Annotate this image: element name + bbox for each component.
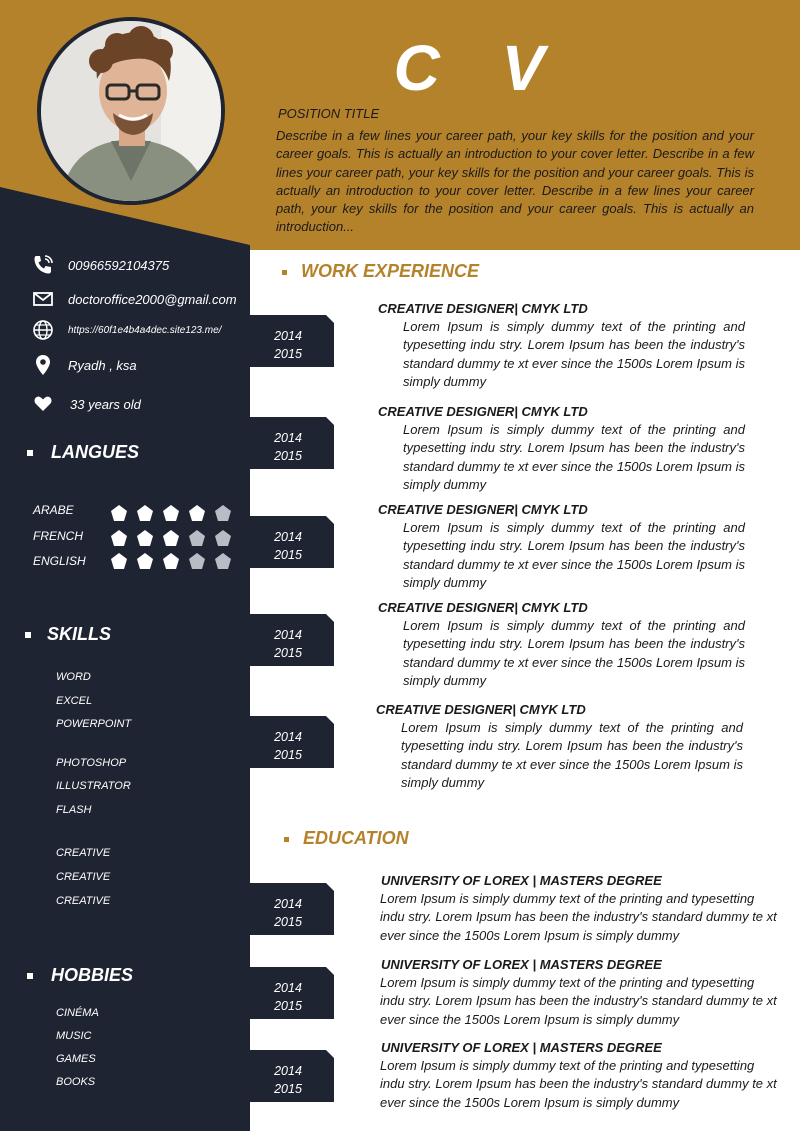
bullet-square-icon bbox=[25, 632, 31, 638]
rating-pentagon-filled-icon bbox=[188, 504, 206, 522]
skill-item: PHOTOSHOP bbox=[56, 757, 127, 769]
rating-pentagon-empty-icon bbox=[188, 529, 206, 547]
skill-item: EXCEL bbox=[56, 695, 93, 707]
date-years: 2014 2015 bbox=[274, 1064, 302, 1096]
email-text: doctoroffice2000@gmail.com bbox=[68, 291, 237, 307]
job-description: Lorem Ipsum is simply dummy text of the printing and typesetting indu stry. Lorem Ipsum has been the industry's standard dummy te xt ever since the 1500s Lorem Ipsum is simply dummy bbox=[401, 720, 743, 790]
languages-heading bbox=[27, 442, 139, 463]
bullet-square-icon bbox=[27, 973, 33, 979]
work-heading-text: WORK EXPERIENCE bbox=[301, 261, 480, 281]
education-title: UNIVERSITY OF LOREX | MASTERS DEGREE bbox=[381, 873, 662, 888]
job-title: CREATIVE DESIGNER| CMYK LTD bbox=[378, 301, 588, 316]
job-title: CREATIVE DESIGNER| CMYK LTD bbox=[378, 502, 588, 517]
hobby-item: MUSIC bbox=[56, 1030, 92, 1042]
education-heading-text: EDUCATION bbox=[303, 828, 409, 848]
globe-icon bbox=[32, 319, 54, 341]
job-description: Lorem Ipsum is simply dummy text of the printing and typesetting indu stry. Lorem Ipsum has been the industry's standard dummy te xt ever since the 1500s Lorem Ipsum is simply dummy bbox=[403, 520, 745, 590]
languages-heading-text: LANGUES bbox=[51, 442, 140, 462]
skills-heading-text: SKILLS bbox=[47, 624, 112, 644]
skill-item: CREATIVE bbox=[56, 871, 111, 883]
intro-text: Describe in a few lines your career path, your key skills for the position and your career goals. This is actually an introduction to your cover letter. Describe in a few lines your career path, your key skills for the position and your career goals. This is actually an introduction to your cover letter. Describe in a few lines your career path, your key skills for the position and your career goals. This is actually an introduction... bbox=[276, 128, 754, 235]
date-years: 2014 2015 bbox=[274, 431, 302, 463]
rating-pentagon-filled-icon bbox=[162, 504, 180, 522]
rating-pentagon-filled-icon bbox=[136, 529, 154, 547]
education-title: UNIVERSITY OF LOREX | MASTERS DEGREE bbox=[381, 957, 662, 972]
job-title: CREATIVE DESIGNER| CMYK LTD bbox=[378, 600, 588, 615]
contact-location bbox=[32, 353, 137, 377]
education-heading bbox=[284, 828, 409, 849]
skill-item: CREATIVE bbox=[56, 847, 111, 859]
rating-pentagon-filled-icon bbox=[162, 529, 180, 547]
bullet-square-icon bbox=[27, 450, 33, 456]
date-years: 2014 2015 bbox=[274, 981, 302, 1013]
rating-pentagon-filled-icon bbox=[162, 552, 180, 570]
skills-heading bbox=[25, 624, 111, 645]
education-description: Lorem Ipsum is simply dummy text of the printing and typesetting indu stry. Lorem Ipsum has been the industry's standard dummy te xt ever since the 1500s Lorem Ipsum is simply dummy bbox=[380, 975, 777, 1027]
education-title: UNIVERSITY OF LOREX | MASTERS DEGREE bbox=[381, 1040, 662, 1055]
map-pin-icon bbox=[32, 354, 54, 376]
rating-pentagon-filled-icon bbox=[110, 504, 128, 522]
contact-website bbox=[32, 318, 221, 342]
website-text: https://60f1e4b4a4dec.site123.me/ bbox=[68, 324, 222, 336]
contact-email bbox=[32, 287, 237, 311]
job-description: Lorem Ipsum is simply dummy text of the printing and typesetting indu stry. Lorem Ipsum has been the industry's standard dummy te xt ever since the 1500s Lorem Ipsum is simply dummy bbox=[403, 422, 745, 492]
hobby-item: CINÉMA bbox=[56, 1007, 99, 1019]
hobbies-heading-text: HOBBIES bbox=[51, 965, 134, 985]
hobby-item: BOOKS bbox=[56, 1076, 96, 1088]
person-portrait-icon bbox=[41, 21, 221, 201]
heart-icon bbox=[32, 393, 54, 415]
language-rating bbox=[110, 504, 232, 522]
rating-pentagon-empty-icon bbox=[214, 504, 232, 522]
rating-pentagon-filled-icon bbox=[136, 504, 154, 522]
date-years: 2014 2015 bbox=[274, 730, 302, 762]
rating-pentagon-filled-icon bbox=[110, 552, 128, 570]
education-description: Lorem Ipsum is simply dummy text of the printing and typesetting indu stry. Lorem Ipsum has been the industry's standard dummy te xt ever since the 1500s Lorem Ipsum is simply dummy bbox=[380, 891, 777, 943]
date-years: 2014 2015 bbox=[274, 329, 302, 361]
job-title: CREATIVE DESIGNER| CMYK LTD bbox=[378, 404, 588, 419]
rating-pentagon-empty-icon bbox=[214, 529, 232, 547]
language-rating bbox=[110, 529, 232, 547]
hobby-item: GAMES bbox=[56, 1053, 96, 1065]
envelope-icon bbox=[32, 288, 54, 310]
job-description: Lorem Ipsum is simply dummy text of the printing and typesetting indu stry. Lorem Ipsum has been the industry's standard dummy te xt ever since the 1500s Lorem Ipsum is simply dummy bbox=[403, 319, 745, 389]
job-description: Lorem Ipsum is simply dummy text of the printing and typesetting indu stry. Lorem Ipsum has been the industry's standard dummy te xt ever since the 1500s Lorem Ipsum is simply dummy bbox=[403, 618, 745, 688]
contact-phone bbox=[32, 253, 169, 277]
profile-photo bbox=[37, 17, 225, 205]
rating-pentagon-filled-icon bbox=[110, 529, 128, 547]
rating-pentagon-empty-icon bbox=[188, 552, 206, 570]
skill-item: WORD bbox=[56, 671, 91, 683]
cv-title: C V bbox=[393, 32, 567, 104]
education-description: Lorem Ipsum is simply dummy text of the printing and typesetting indu stry. Lorem Ipsum has been the industry's standard dummy te xt ever since the 1500s Lorem Ipsum is simply dummy bbox=[380, 1058, 777, 1110]
job-title: CREATIVE DESIGNER| CMYK LTD bbox=[376, 702, 586, 717]
date-years: 2014 2015 bbox=[274, 628, 302, 660]
bullet-square-icon bbox=[284, 837, 289, 842]
language-label: ENGLISH bbox=[33, 554, 86, 568]
rating-pentagon-filled-icon bbox=[136, 552, 154, 570]
skill-item: POWERPOINT bbox=[56, 718, 132, 730]
language-label: FRENCH bbox=[33, 529, 83, 543]
skill-item: FLASH bbox=[56, 804, 92, 816]
location-text: Ryadh , ksa bbox=[68, 357, 137, 373]
phone-text: 00966592104375 bbox=[68, 257, 170, 273]
contact-age bbox=[32, 392, 141, 416]
date-years: 2014 2015 bbox=[274, 530, 302, 562]
work-experience-heading bbox=[282, 261, 479, 282]
age-text: 33 years old bbox=[70, 396, 141, 412]
skill-item: CREATIVE bbox=[56, 895, 111, 907]
rating-pentagon-empty-icon bbox=[214, 552, 232, 570]
hobbies-heading bbox=[27, 965, 133, 986]
date-years: 2014 2015 bbox=[274, 897, 302, 929]
language-rating bbox=[110, 552, 232, 570]
language-label: ARABE bbox=[33, 503, 74, 517]
skill-item: ILLUSTRATOR bbox=[56, 780, 131, 792]
position-title: POSITION TITLE bbox=[278, 106, 380, 121]
phone-icon bbox=[32, 254, 54, 276]
bullet-square-icon bbox=[282, 270, 287, 275]
